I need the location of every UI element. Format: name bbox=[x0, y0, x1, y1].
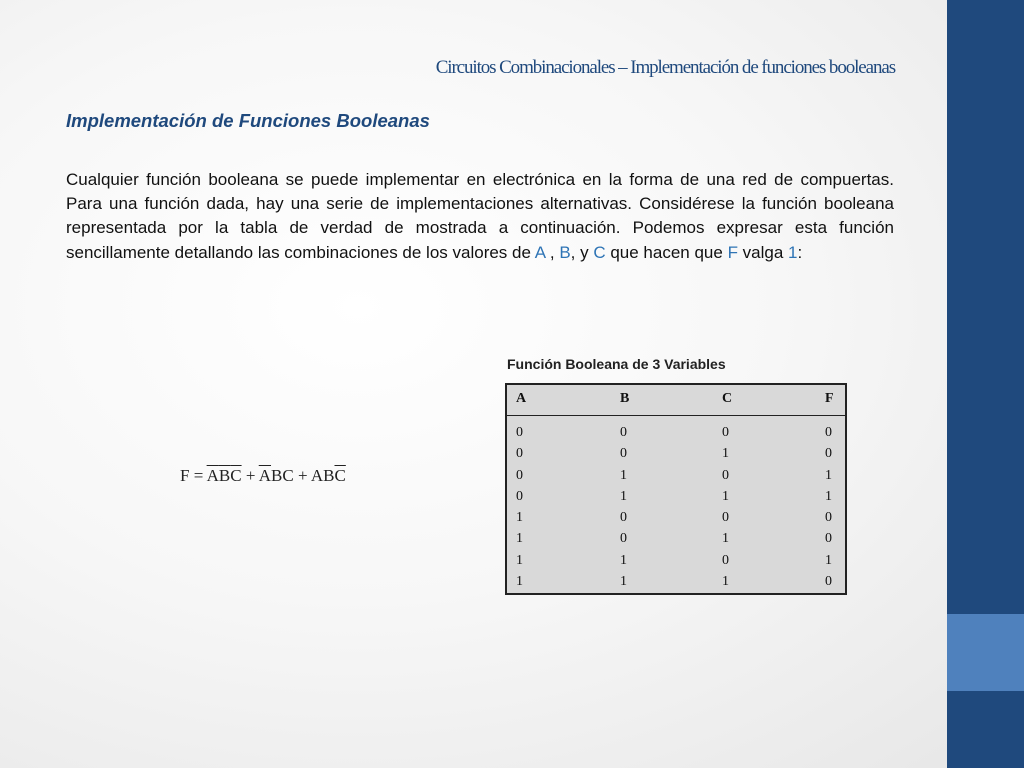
table-row bbox=[507, 508, 845, 529]
slide-header-title: Circuitos Combinacionales – Implementación de funciones booleanas bbox=[435, 57, 895, 78]
term1-b-negated: $\overline{B}$ bbox=[218, 466, 231, 485]
table-cell: 0 bbox=[722, 467, 729, 483]
table-cell: 0 bbox=[825, 425, 832, 440]
truth-table bbox=[505, 383, 847, 595]
table-cell: 1 bbox=[620, 574, 627, 590]
header-cell-a: A bbox=[516, 391, 527, 406]
truth-table-body bbox=[507, 423, 845, 593]
table-cell: 0 bbox=[620, 425, 627, 440]
table-cell: 1 bbox=[722, 574, 729, 590]
formula-term-1 bbox=[207, 466, 242, 485]
truth-table-header-row bbox=[507, 385, 845, 416]
table-cell: 0 bbox=[516, 446, 523, 462]
table-cell: 1 bbox=[825, 467, 832, 483]
paragraph-text: , y bbox=[570, 242, 594, 262]
table-cell: 1 bbox=[620, 467, 627, 483]
header-cell-f: F bbox=[825, 391, 834, 406]
table-cell: 0 bbox=[620, 510, 627, 526]
table-cell: 1 bbox=[620, 552, 627, 568]
table-cell: 1 bbox=[516, 552, 523, 568]
truth-table-title: Función Booleana de 3 Variables bbox=[507, 356, 726, 372]
variable-f: F bbox=[727, 242, 738, 262]
table-cell: 1 bbox=[516, 531, 523, 547]
table-row bbox=[507, 572, 845, 593]
formula-lhs: F = bbox=[180, 466, 204, 485]
term1-a-negated: $\overline{A}$ bbox=[206, 466, 219, 485]
table-cell: 0 bbox=[516, 425, 523, 440]
header-cell-b: B bbox=[620, 391, 630, 406]
term1-c-negated: $\overline{C}$ bbox=[230, 466, 242, 485]
formula-plus: + bbox=[245, 466, 256, 485]
table-row bbox=[507, 551, 845, 572]
table-cell: 1 bbox=[825, 488, 832, 504]
table-row bbox=[507, 423, 845, 444]
paragraph-text: valga bbox=[737, 242, 789, 262]
paragraph-text: : bbox=[797, 242, 803, 262]
body-paragraph bbox=[66, 168, 894, 265]
term3-c-negated: $\overline{C}$ bbox=[334, 466, 346, 485]
table-cell: 0 bbox=[825, 531, 832, 547]
sidebar-accent-block bbox=[947, 614, 1024, 691]
table-cell: 1 bbox=[825, 552, 832, 568]
table-cell: 0 bbox=[722, 552, 729, 568]
table-cell: 1 bbox=[620, 488, 627, 504]
table-cell: 1 bbox=[516, 574, 523, 590]
table-row bbox=[507, 529, 845, 550]
table-row bbox=[507, 444, 845, 465]
table-cell: 1 bbox=[722, 531, 729, 547]
table-cell: 0 bbox=[722, 425, 729, 440]
term2-bc: BC bbox=[271, 466, 294, 485]
table-cell: 1 bbox=[516, 510, 523, 526]
table-cell: 0 bbox=[620, 446, 627, 462]
value-one: 1 bbox=[788, 242, 798, 262]
table-cell: 0 bbox=[516, 467, 523, 483]
paragraph-text: que hacen que bbox=[605, 242, 728, 262]
variable-c: C bbox=[593, 242, 606, 262]
term2-a-negated: $\overline{A}$ bbox=[258, 466, 272, 485]
table-cell: 1 bbox=[722, 446, 729, 462]
variable-a: A bbox=[534, 242, 546, 262]
table-row bbox=[507, 487, 845, 508]
section-subtitle: Implementación de Funciones Booleanas bbox=[66, 110, 430, 131]
header-cell-c: C bbox=[722, 391, 733, 406]
variable-b: B bbox=[559, 242, 571, 262]
table-cell: 0 bbox=[825, 446, 832, 462]
paragraph-text: , bbox=[545, 242, 560, 262]
boolean-formula bbox=[180, 466, 346, 486]
table-cell: 1 bbox=[722, 488, 729, 504]
table-cell: 0 bbox=[825, 510, 832, 526]
term3-ab: AB bbox=[310, 466, 335, 485]
formula-plus: + bbox=[297, 466, 308, 485]
formula-term-3 bbox=[311, 466, 346, 485]
table-cell: 0 bbox=[620, 531, 627, 547]
table-row bbox=[507, 466, 845, 487]
formula-term-2 bbox=[259, 466, 294, 485]
paragraph-text: Cualquier función booleana se puede implementar en electrónica en la forma de una red de compuertas. Para una función dada, hay una serie de implementaciones alternativas. Considérese la función booleana representada por la tabla de verdad de mostrada a continuación. Podemos expresar esta función sencillamente detallando las combinaciones de los valores de bbox=[66, 170, 894, 262]
table-cell: 0 bbox=[825, 574, 832, 590]
table-cell: 0 bbox=[722, 510, 729, 526]
table-cell: 0 bbox=[516, 488, 523, 504]
